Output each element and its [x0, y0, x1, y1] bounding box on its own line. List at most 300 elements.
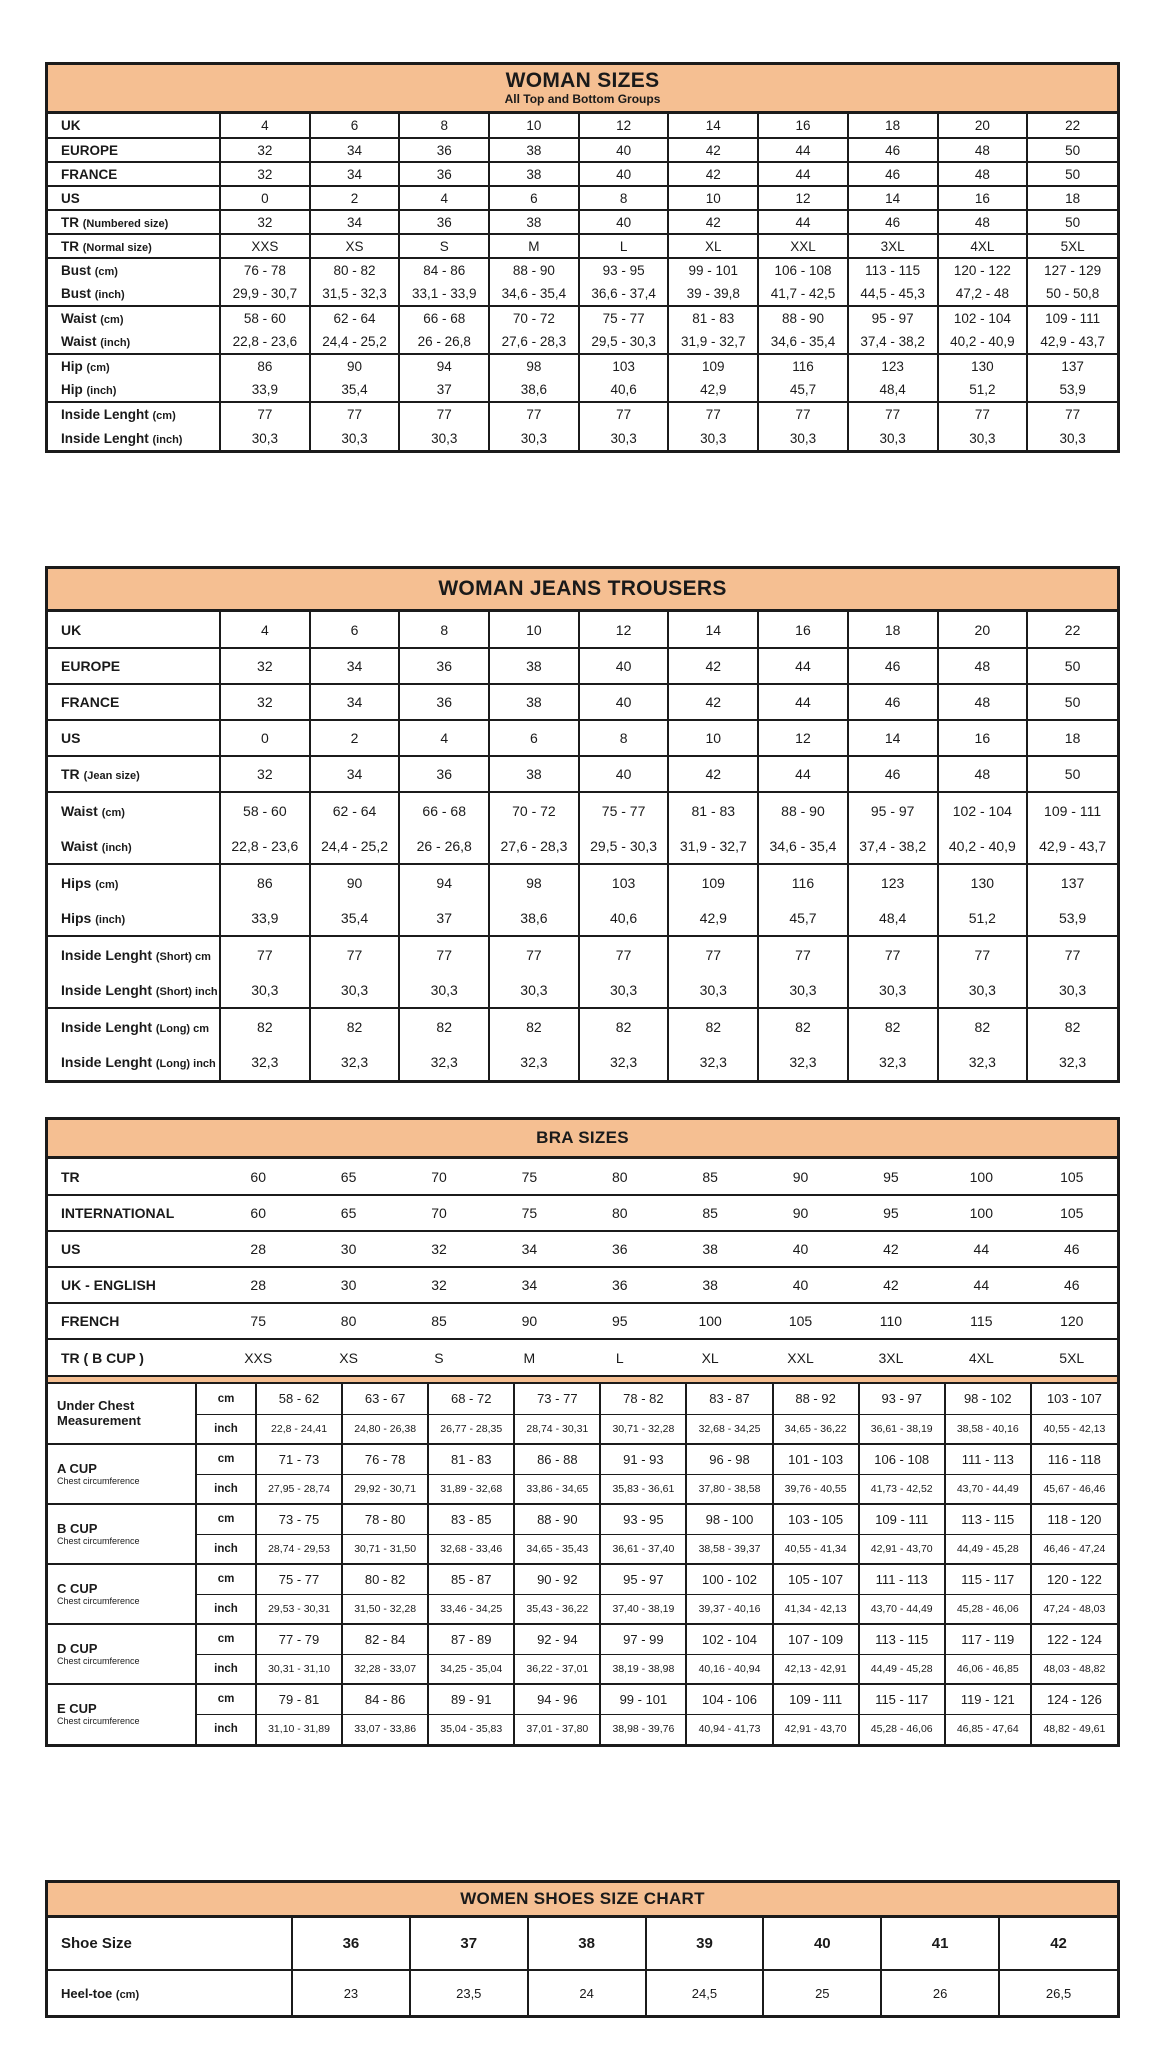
- woman-jeans-row: [48, 900, 1117, 936]
- bra-cup-name: Under Chest Measurement: [57, 1397, 141, 1428]
- bra-inch-value-cell: 44,49 - 45,28: [945, 1534, 1031, 1564]
- woman-jeans-value-cell: 32: [220, 756, 310, 792]
- woman-jeans-value-cell: 81 - 83: [668, 792, 758, 828]
- woman-sizes-value-cell: 24,4 - 25,2: [310, 330, 400, 354]
- bra-inch-value-cell: 42,91 - 43,70: [773, 1714, 859, 1744]
- bra-unit-inch-cell: inch: [196, 1474, 256, 1504]
- woman-sizes-value-cell: 6: [310, 114, 400, 138]
- woman-jeans-row-label: UK: [48, 612, 220, 648]
- bra-cm-value-cell: 83 - 87: [686, 1384, 772, 1414]
- bra-inch-value-cell: 45,28 - 46,06: [859, 1714, 945, 1744]
- woman-sizes-value-cell: 90: [310, 354, 400, 378]
- bra-cm-value-cell: 124 - 126: [1031, 1684, 1117, 1714]
- bra-inch-value-cell: 37,40 - 38,19: [600, 1594, 686, 1624]
- woman-sizes-value-cell: 46: [848, 138, 938, 162]
- bra-cm-value-cell: 71 - 73: [256, 1444, 342, 1474]
- bra-cm-value-cell: 76 - 78: [342, 1444, 428, 1474]
- woman-jeans-row-label: Hips (cm): [48, 864, 220, 900]
- bra-inch-value-cell: 36,61 - 38,19: [859, 1414, 945, 1444]
- bra-inch-value-cell: 39,76 - 40,55: [773, 1474, 859, 1504]
- bra-top-value-cell: 95: [575, 1303, 665, 1339]
- bra-inch-value-cell: 40,55 - 42,13: [1031, 1414, 1117, 1444]
- bra-inch-value-cell: 33,86 - 34,65: [514, 1474, 600, 1504]
- woman-jeans-row-label: Waist (inch): [48, 828, 220, 864]
- bra-top-row-label: US: [48, 1231, 213, 1267]
- woman-sizes-value-cell: 106 - 108: [758, 258, 848, 282]
- bra-inch-value-cell: 30,71 - 31,50: [342, 1534, 428, 1564]
- woman-sizes-row-label: Waist (cm): [48, 306, 220, 330]
- bra-cup-label: [48, 1444, 196, 1504]
- bra-top-value-cell: 95: [846, 1195, 936, 1231]
- shoes-value-cell: 24,5: [646, 1970, 764, 2015]
- woman-sizes-value-cell: 26 - 26,8: [399, 330, 489, 354]
- bra-top-value-cell: 42: [846, 1267, 936, 1303]
- bra-inch-value-cell: 40,94 - 41,73: [686, 1714, 772, 1744]
- woman-jeans-value-cell: 48,4: [848, 900, 938, 936]
- woman-sizes-value-cell: 77: [1027, 402, 1117, 426]
- bra-cm-value-cell: 88 - 90: [514, 1504, 600, 1534]
- woman-sizes-row: [48, 330, 1117, 354]
- bra-top-value-cell: 4XL: [936, 1339, 1026, 1375]
- woman-sizes-value-cell: 46: [848, 210, 938, 234]
- woman-jeans-value-cell: 4: [399, 720, 489, 756]
- woman-jeans-value-cell: 18: [1027, 720, 1117, 756]
- shoes-value-cell: 39: [646, 1918, 764, 1970]
- woman-jeans-value-cell: 24,4 - 25,2: [310, 828, 400, 864]
- bra-inch-value-cell: 34,65 - 35,43: [514, 1534, 600, 1564]
- bra-inch-value-cell: 31,10 - 31,89: [256, 1714, 342, 1744]
- bra-cup-label: [48, 1624, 196, 1684]
- bra-cm-value-cell: 82 - 84: [342, 1624, 428, 1654]
- bra-top-value-cell: 65: [303, 1195, 393, 1231]
- woman-sizes-value-cell: 34: [310, 210, 400, 234]
- woman-sizes-value-cell: 58 - 60: [220, 306, 310, 330]
- shoes-value-cell: 40: [763, 1918, 881, 1970]
- woman-jeans-value-cell: 51,2: [938, 900, 1028, 936]
- woman-jeans-value-cell: 36: [399, 756, 489, 792]
- woman-jeans-value-cell: 130: [938, 864, 1028, 900]
- woman-jeans-value-cell: 35,4: [310, 900, 400, 936]
- woman-sizes-value-cell: 12: [579, 114, 669, 138]
- woman-sizes-row: [48, 354, 1117, 378]
- bra-unit-cm-cell: cm: [196, 1564, 256, 1594]
- bra-top-row-label: INTERNATIONAL: [48, 1195, 213, 1231]
- bra-inch-value-cell: 35,04 - 35,83: [428, 1714, 514, 1744]
- bra-unit-cm-cell: cm: [196, 1384, 256, 1414]
- shoes-value-cell: 23: [292, 1970, 410, 2015]
- woman-sizes-value-cell: 10: [489, 114, 579, 138]
- woman-sizes-row-label: Inside Lenght (inch): [48, 426, 220, 450]
- woman-sizes-value-cell: 30,3: [1027, 426, 1117, 450]
- bra-cup-grid: [48, 1384, 1117, 1744]
- woman-jeans-value-cell: 30,3: [489, 972, 579, 1008]
- woman-jeans-row: [48, 972, 1117, 1008]
- woman-sizes-value-cell: 77: [668, 402, 758, 426]
- woman-sizes-value-cell: 66 - 68: [399, 306, 489, 330]
- woman-sizes-value-cell: 37: [399, 378, 489, 402]
- bra-inch-value-cell: 48,82 - 49,61: [1031, 1714, 1117, 1744]
- bra-cm-value-cell: 107 - 109: [773, 1624, 859, 1654]
- woman-jeans-value-cell: 50: [1027, 756, 1117, 792]
- bra-top-value-cell: XS: [303, 1339, 393, 1375]
- woman-jeans-value-cell: 32: [220, 684, 310, 720]
- bra-cup-row-inch: [48, 1594, 1117, 1624]
- woman-sizes-value-cell: 103: [579, 354, 669, 378]
- bra-cup-sublabel: Chest circumference: [57, 1595, 140, 1606]
- bra-cup-row-inch: [48, 1534, 1117, 1564]
- woman-jeans-value-cell: 32,3: [938, 1044, 1028, 1080]
- bra-cm-value-cell: 103 - 107: [1031, 1384, 1117, 1414]
- shoes-size-header: [48, 1883, 1117, 1918]
- woman-sizes-value-cell: 48: [938, 162, 1028, 186]
- bra-inch-value-cell: 33,07 - 33,86: [342, 1714, 428, 1744]
- woman-jeans-value-cell: 12: [579, 612, 669, 648]
- woman-jeans-row-label: Inside Lenght (Long) inch: [48, 1044, 220, 1080]
- woman-sizes-value-cell: XS: [310, 234, 400, 258]
- woman-jeans-row: [48, 720, 1117, 756]
- bra-top-row: [48, 1195, 1117, 1231]
- bra-top-value-cell: 32: [394, 1267, 484, 1303]
- shoes-value-cell: 37: [410, 1918, 528, 1970]
- bra-cm-value-cell: 91 - 93: [600, 1444, 686, 1474]
- woman-jeans-row-label: EUROPE: [48, 648, 220, 684]
- woman-jeans-value-cell: 50: [1027, 684, 1117, 720]
- bra-top-value-cell: M: [484, 1339, 574, 1375]
- bra-unit-cm-cell: cm: [196, 1504, 256, 1534]
- woman-jeans-value-cell: 44: [758, 756, 848, 792]
- bra-top-value-cell: 38: [665, 1231, 755, 1267]
- shoes-value-cell: 24: [528, 1970, 646, 2015]
- woman-jeans-value-cell: 38: [489, 684, 579, 720]
- bra-cm-value-cell: 111 - 113: [945, 1444, 1031, 1474]
- bra-cup-sublabel: Chest circumference: [57, 1475, 140, 1486]
- bra-top-value-cell: 105: [1027, 1159, 1117, 1195]
- bra-cm-value-cell: 99 - 101: [600, 1684, 686, 1714]
- woman-sizes-value-cell: 50: [1027, 162, 1117, 186]
- woman-jeans-value-cell: 26 - 26,8: [399, 828, 489, 864]
- woman-sizes-value-cell: 50: [1027, 210, 1117, 234]
- bra-inch-value-cell: 46,46 - 47,24: [1031, 1534, 1117, 1564]
- shoes-row: [48, 1918, 1117, 1970]
- woman-sizes-value-cell: 46: [848, 162, 938, 186]
- woman-sizes-value-cell: 3XL: [848, 234, 938, 258]
- woman-jeans-value-cell: 53,9: [1027, 900, 1117, 936]
- woman-jeans-value-cell: 42,9: [668, 900, 758, 936]
- bra-inch-value-cell: 31,89 - 32,68: [428, 1474, 514, 1504]
- woman-jeans-value-cell: 44: [758, 648, 848, 684]
- woman-jeans-row: [48, 792, 1117, 828]
- woman-jeans-value-cell: 86: [220, 864, 310, 900]
- woman-jeans-row: [48, 684, 1117, 720]
- woman-jeans-value-cell: 42: [668, 648, 758, 684]
- bra-top-value-cell: 42: [846, 1231, 936, 1267]
- shoes-value-cell: 25: [763, 1970, 881, 2015]
- shoes-value-cell: 26,5: [999, 1970, 1117, 2015]
- woman-sizes-value-cell: 33,9: [220, 378, 310, 402]
- woman-jeans-row: [48, 612, 1117, 648]
- woman-sizes-value-cell: 42,9 - 43,7: [1027, 330, 1117, 354]
- woman-sizes-value-cell: 47,2 - 48: [938, 282, 1028, 306]
- bra-inch-value-cell: 45,28 - 46,06: [945, 1594, 1031, 1624]
- woman-jeans-value-cell: 44: [758, 684, 848, 720]
- bra-top-value-cell: 34: [484, 1231, 574, 1267]
- bra-cup-sublabel: Chest circumference: [57, 1535, 140, 1546]
- woman-jeans-value-cell: 40: [579, 756, 669, 792]
- bra-top-value-cell: XL: [665, 1339, 755, 1375]
- woman-sizes-value-cell: 33,1 - 33,9: [399, 282, 489, 306]
- woman-jeans-value-cell: 109 - 111: [1027, 792, 1117, 828]
- bra-cm-value-cell: 117 - 119: [945, 1624, 1031, 1654]
- bra-top-value-cell: 100: [665, 1303, 755, 1339]
- bra-top-value-cell: 32: [394, 1231, 484, 1267]
- bra-cm-value-cell: 78 - 80: [342, 1504, 428, 1534]
- woman-sizes-row-label: TR (Normal size): [48, 234, 220, 258]
- bra-top-value-cell: XXL: [755, 1339, 845, 1375]
- bra-inch-value-cell: 28,74 - 30,31: [514, 1414, 600, 1444]
- woman-sizes-value-cell: 30,3: [579, 426, 669, 450]
- woman-sizes-value-cell: 62 - 64: [310, 306, 400, 330]
- bra-cm-value-cell: 102 - 104: [686, 1624, 772, 1654]
- woman-sizes-value-cell: 40,6: [579, 378, 669, 402]
- woman-jeans-value-cell: 40: [579, 648, 669, 684]
- bra-inch-value-cell: 32,68 - 34,25: [686, 1414, 772, 1444]
- bra-cm-value-cell: 101 - 103: [773, 1444, 859, 1474]
- woman-sizes-value-cell: 22: [1027, 114, 1117, 138]
- bra-top-value-cell: 80: [575, 1159, 665, 1195]
- shoes-row: [48, 1970, 1117, 2015]
- woman-jeans-value-cell: 8: [579, 720, 669, 756]
- woman-sizes-value-cell: 14: [848, 186, 938, 210]
- bra-inch-value-cell: 28,74 - 29,53: [256, 1534, 342, 1564]
- bra-cup-name: D CUP: [57, 1640, 98, 1656]
- bra-top-value-cell: 100: [936, 1195, 1026, 1231]
- woman-jeans-value-cell: 77: [579, 936, 669, 972]
- woman-sizes-value-cell: 75 - 77: [579, 306, 669, 330]
- woman-jeans-value-cell: 36: [399, 684, 489, 720]
- woman-sizes-value-cell: 130: [938, 354, 1028, 378]
- woman-sizes-row-label: US: [48, 186, 220, 210]
- woman-jeans-value-cell: 29,5 - 30,3: [579, 828, 669, 864]
- woman-sizes-value-cell: 44: [758, 138, 848, 162]
- bra-unit-cm-cell: cm: [196, 1624, 256, 1654]
- woman-sizes-value-cell: 38,6: [489, 378, 579, 402]
- woman-jeans-value-cell: 42: [668, 684, 758, 720]
- bra-cup-name: C CUP: [57, 1580, 98, 1596]
- woman-sizes-value-cell: 76 - 78: [220, 258, 310, 282]
- bra-unit-inch-cell: inch: [196, 1594, 256, 1624]
- bra-top-value-cell: 85: [665, 1159, 755, 1195]
- woman-jeans-value-cell: 6: [310, 612, 400, 648]
- bra-cup-row-cm: [48, 1504, 1117, 1534]
- bra-inch-value-cell: 24,80 - 26,38: [342, 1414, 428, 1444]
- woman-sizes-value-cell: 38: [489, 210, 579, 234]
- bra-cm-value-cell: 84 - 86: [342, 1684, 428, 1714]
- woman-jeans-grid: [48, 612, 1117, 1080]
- bra-inch-value-cell: 38,58 - 40,16: [945, 1414, 1031, 1444]
- bra-top-value-cell: 120: [1027, 1303, 1117, 1339]
- bra-cm-value-cell: 103 - 105: [773, 1504, 859, 1534]
- bra-inch-value-cell: 44,49 - 45,28: [859, 1654, 945, 1684]
- woman-sizes-value-cell: 48,4: [848, 378, 938, 402]
- woman-jeans-value-cell: 77: [848, 936, 938, 972]
- woman-sizes-value-cell: 30,3: [310, 426, 400, 450]
- woman-jeans-value-cell: 32,3: [1027, 1044, 1117, 1080]
- woman-sizes-value-cell: 40: [579, 210, 669, 234]
- woman-sizes-value-cell: 30,3: [220, 426, 310, 450]
- woman-sizes-value-cell: 36: [399, 210, 489, 234]
- woman-jeans-row: [48, 828, 1117, 864]
- bra-top-value-cell: 44: [936, 1267, 1026, 1303]
- woman-jeans-header: [48, 569, 1117, 612]
- woman-sizes-value-cell: 32: [220, 210, 310, 234]
- bra-cup-row-inch: [48, 1414, 1117, 1444]
- woman-jeans-value-cell: 8: [399, 612, 489, 648]
- woman-sizes-value-cell: 42: [668, 138, 758, 162]
- woman-jeans-value-cell: 82: [310, 1008, 400, 1044]
- shoes-value-cell: 36: [292, 1918, 410, 1970]
- woman-jeans-value-cell: 18: [848, 612, 938, 648]
- bra-inch-value-cell: 31,50 - 32,28: [342, 1594, 428, 1624]
- bra-cm-value-cell: 89 - 91: [428, 1684, 514, 1714]
- woman-jeans-value-cell: 102 - 104: [938, 792, 1028, 828]
- bra-top-value-cell: 28: [213, 1231, 303, 1267]
- bra-top-row-label: UK - ENGLISH: [48, 1267, 213, 1303]
- woman-jeans-value-cell: 137: [1027, 864, 1117, 900]
- bra-top-row: [48, 1303, 1117, 1339]
- woman-jeans-value-cell: 75 - 77: [579, 792, 669, 828]
- bra-top-value-cell: 60: [213, 1159, 303, 1195]
- bra-top-value-cell: 85: [394, 1303, 484, 1339]
- woman-sizes-value-cell: 36: [399, 138, 489, 162]
- bra-top-value-cell: 65: [303, 1159, 393, 1195]
- bra-top-value-cell: 38: [665, 1267, 755, 1303]
- woman-sizes-value-cell: 40: [579, 162, 669, 186]
- bra-top-value-cell: 85: [665, 1195, 755, 1231]
- shoes-value-cell: 23,5: [410, 1970, 528, 2015]
- bra-inch-value-cell: 27,95 - 28,74: [256, 1474, 342, 1504]
- bra-top-value-cell: 90: [755, 1159, 845, 1195]
- bra-top-row: [48, 1267, 1117, 1303]
- bra-cm-value-cell: 80 - 82: [342, 1564, 428, 1594]
- woman-sizes-row: [48, 114, 1117, 138]
- bra-top-value-cell: 110: [846, 1303, 936, 1339]
- bra-cup-name: A CUP: [57, 1460, 97, 1476]
- bra-cup-sublabel: Chest circumference: [57, 1655, 140, 1666]
- bra-cup-row-cm: [48, 1384, 1117, 1414]
- bra-top-value-cell: 44: [936, 1231, 1026, 1267]
- woman-jeans-value-cell: 16: [938, 720, 1028, 756]
- woman-jeans-value-cell: 22: [1027, 612, 1117, 648]
- woman-jeans-value-cell: 32,3: [758, 1044, 848, 1080]
- bra-cup-name: B CUP: [57, 1520, 98, 1536]
- woman-jeans-value-cell: 14: [668, 612, 758, 648]
- woman-jeans-value-cell: 42: [668, 756, 758, 792]
- bra-cm-value-cell: 106 - 108: [859, 1444, 945, 1474]
- bra-cm-value-cell: 85 - 87: [428, 1564, 514, 1594]
- woman-jeans-value-cell: 58 - 60: [220, 792, 310, 828]
- woman-sizes-value-cell: 36,6 - 37,4: [579, 282, 669, 306]
- woman-jeans-value-cell: 90: [310, 864, 400, 900]
- woman-sizes-value-cell: 109: [668, 354, 758, 378]
- woman-sizes-value-cell: 39 - 39,8: [668, 282, 758, 306]
- bra-inch-value-cell: 26,77 - 28,35: [428, 1414, 514, 1444]
- bra-inch-value-cell: 42,13 - 42,91: [773, 1654, 859, 1684]
- woman-jeans-value-cell: 82: [758, 1008, 848, 1044]
- woman-jeans-value-cell: 48: [938, 684, 1028, 720]
- woman-jeans-value-cell: 77: [489, 936, 579, 972]
- bra-inch-value-cell: 40,16 - 40,94: [686, 1654, 772, 1684]
- bra-cm-value-cell: 98 - 102: [945, 1384, 1031, 1414]
- bra-sizes-header: [48, 1120, 1117, 1159]
- bra-inch-value-cell: 32,28 - 33,07: [342, 1654, 428, 1684]
- bra-unit-inch-cell: inch: [196, 1714, 256, 1744]
- woman-jeans-value-cell: 38,6: [489, 900, 579, 936]
- woman-jeans-value-cell: 38: [489, 756, 579, 792]
- woman-jeans-value-cell: 33,9: [220, 900, 310, 936]
- woman-sizes-value-cell: 20: [938, 114, 1028, 138]
- woman-jeans-value-cell: 32,3: [220, 1044, 310, 1080]
- bra-inch-value-cell: 32,68 - 33,46: [428, 1534, 514, 1564]
- bra-inch-value-cell: 22,8 - 24,41: [256, 1414, 342, 1444]
- woman-sizes-value-cell: 102 - 104: [938, 306, 1028, 330]
- bra-inch-value-cell: 43,70 - 44,49: [859, 1594, 945, 1624]
- bra-cm-value-cell: 92 - 94: [514, 1624, 600, 1654]
- shoes-size-grid: [48, 1918, 1117, 2015]
- bra-top-value-cell: 80: [575, 1195, 665, 1231]
- bra-inch-value-cell: 38,19 - 38,98: [600, 1654, 686, 1684]
- bra-cm-value-cell: 83 - 85: [428, 1504, 514, 1534]
- shoes-size-title: WOMEN SHOES SIZE CHART: [460, 1888, 705, 1908]
- bra-inch-value-cell: 29,92 - 30,71: [342, 1474, 428, 1504]
- woman-sizes-row: [48, 186, 1117, 210]
- bra-cm-value-cell: 63 - 67: [342, 1384, 428, 1414]
- woman-sizes-value-cell: 35,4: [310, 378, 400, 402]
- bra-inch-value-cell: 30,31 - 31,10: [256, 1654, 342, 1684]
- woman-sizes-value-cell: 18: [1027, 186, 1117, 210]
- bra-cm-value-cell: 115 - 117: [859, 1684, 945, 1714]
- bra-cm-value-cell: 97 - 99: [600, 1624, 686, 1654]
- woman-jeans-value-cell: 82: [399, 1008, 489, 1044]
- woman-sizes-value-cell: 113 - 115: [848, 258, 938, 282]
- bra-cm-value-cell: 88 - 92: [773, 1384, 859, 1414]
- bra-top-value-cell: 30: [303, 1267, 393, 1303]
- woman-sizes-value-cell: 77: [220, 402, 310, 426]
- woman-sizes-value-cell: 38: [489, 162, 579, 186]
- woman-sizes-header: [48, 65, 1117, 114]
- woman-sizes-value-cell: 50: [1027, 138, 1117, 162]
- woman-jeans-value-cell: 34,6 - 35,4: [758, 828, 848, 864]
- bra-cm-value-cell: 93 - 97: [859, 1384, 945, 1414]
- bra-top-value-cell: 70: [394, 1195, 484, 1231]
- woman-sizes-value-cell: 77: [758, 402, 848, 426]
- woman-sizes-value-cell: 40: [579, 138, 669, 162]
- bra-top-value-cell: 105: [755, 1303, 845, 1339]
- woman-sizes-value-cell: 30,3: [938, 426, 1028, 450]
- woman-sizes-value-cell: 31,9 - 32,7: [668, 330, 758, 354]
- bra-cup-row-inch: [48, 1474, 1117, 1504]
- woman-jeans-row-label: TR (Jean size): [48, 756, 220, 792]
- woman-sizes-value-cell: 32: [220, 162, 310, 186]
- woman-sizes-row: [48, 162, 1117, 186]
- bra-sizes-top-grid: [48, 1159, 1117, 1375]
- bra-top-value-cell: 46: [1027, 1231, 1117, 1267]
- woman-sizes-value-cell: 98: [489, 354, 579, 378]
- woman-sizes-value-cell: 37,4 - 38,2: [848, 330, 938, 354]
- woman-sizes-value-cell: 6: [489, 186, 579, 210]
- bra-top-value-cell: 100: [936, 1159, 1026, 1195]
- woman-jeans-value-cell: 32,3: [399, 1044, 489, 1080]
- bra-cm-value-cell: 87 - 89: [428, 1624, 514, 1654]
